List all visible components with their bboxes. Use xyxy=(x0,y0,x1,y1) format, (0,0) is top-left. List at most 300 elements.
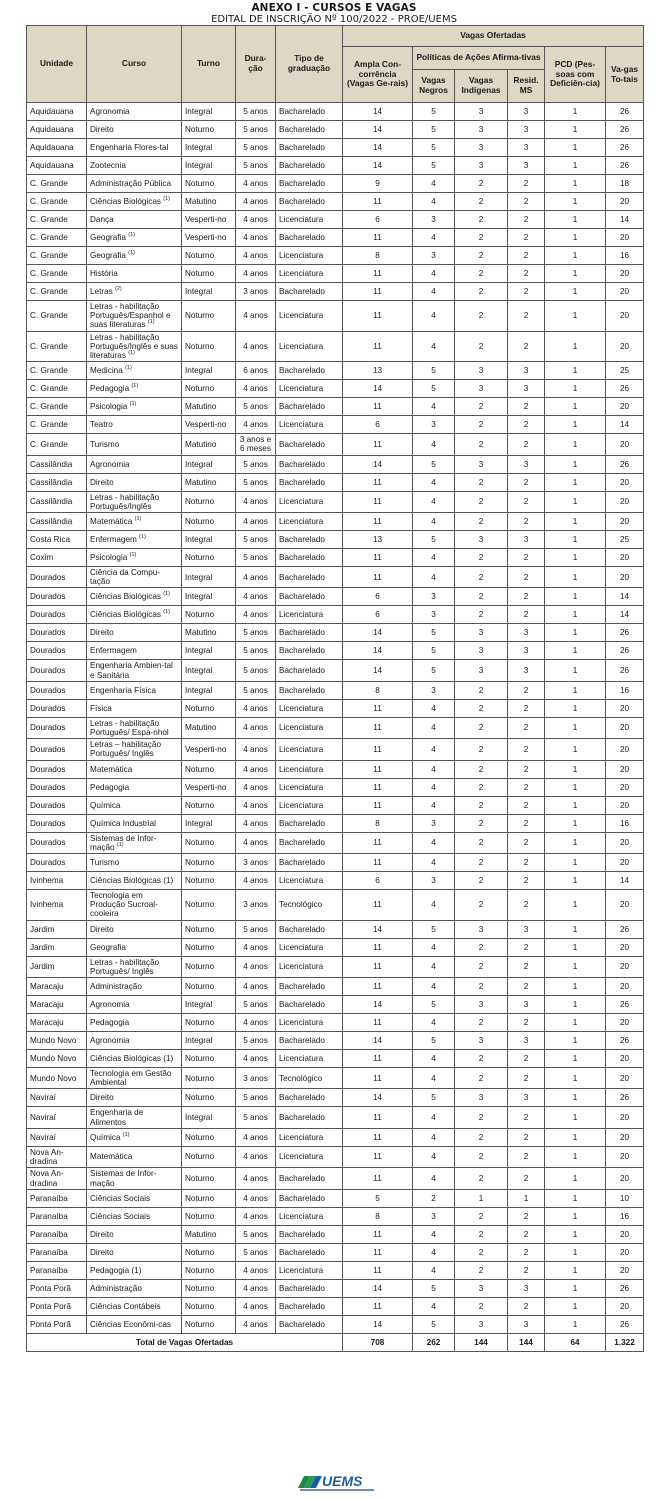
unidade-cell: Jardim xyxy=(27,920,87,938)
ampla-cell: 11 xyxy=(343,434,413,455)
curso-cell xyxy=(87,1297,182,1315)
duracao-cell: 4 anos xyxy=(236,1315,276,1333)
duracao-cell: 4 anos xyxy=(236,1297,276,1315)
duracao-cell: 5 anos xyxy=(236,157,276,175)
curso-label: Administração xyxy=(90,981,142,991)
ampla-cell: 11 xyxy=(343,1243,413,1261)
pcd-cell: 1 xyxy=(545,890,606,921)
negros-cell: 3 xyxy=(413,211,455,229)
turno-cell: Matutino xyxy=(182,624,236,642)
duracao-cell: 4 anos xyxy=(236,872,276,890)
duracao-cell: 3 anos e 6 meses xyxy=(236,434,276,455)
pcd-cell: 1 xyxy=(545,739,606,760)
total-cell: 20 xyxy=(606,796,644,814)
curso-cell xyxy=(87,139,182,157)
pcd-cell: 1 xyxy=(545,796,606,814)
negros-cell: 5 xyxy=(413,103,455,121)
tipo-cell: Licenciatura xyxy=(276,606,343,624)
ampla-cell: 9 xyxy=(343,175,413,193)
negros-cell: 4 xyxy=(413,1225,455,1243)
resid-cell: 2 xyxy=(508,1014,545,1032)
table-row xyxy=(27,416,644,434)
turno-cell: Noturno xyxy=(182,121,236,139)
unidade-cell: Dourados xyxy=(27,681,87,699)
unidade-cell: C. Grande xyxy=(27,283,87,301)
duracao-cell: 4 anos xyxy=(236,1014,276,1032)
curso-label: Direito xyxy=(90,124,114,134)
unidade-cell: Dourados xyxy=(27,717,87,738)
tipo-cell: Bacharelado xyxy=(276,1089,343,1107)
total-cell: 26 xyxy=(606,1279,644,1297)
turno-cell: Noturno xyxy=(182,1014,236,1032)
curso-label: Sistemas de Infor-mação xyxy=(90,833,157,852)
turno-cell: Noturno xyxy=(182,832,236,853)
duracao-cell: 5 anos xyxy=(236,531,276,549)
turno-cell: Noturno xyxy=(182,1297,236,1315)
turno-cell: Noturno xyxy=(182,1261,236,1279)
total-cell: 20 xyxy=(606,1297,644,1315)
tipo-cell: Licenciatura xyxy=(276,1014,343,1032)
negros-cell: 4 xyxy=(413,938,455,956)
total-cell: 26 xyxy=(606,455,644,473)
curso-label: História xyxy=(90,268,118,278)
duracao-cell: 5 anos xyxy=(236,139,276,157)
ampla-cell: 11 xyxy=(343,699,413,717)
negros-cell: 4 xyxy=(413,1050,455,1068)
unidade-cell: C. Grande xyxy=(27,301,87,332)
tipo-cell: Bacharelado xyxy=(276,920,343,938)
pcd-cell: 1 xyxy=(545,1225,606,1243)
curso-label: Engenharia Física xyxy=(90,685,156,695)
ampla-cell: 11 xyxy=(343,978,413,996)
resid-cell: 2 xyxy=(508,890,545,921)
pcd-cell: 1 xyxy=(545,1261,606,1279)
pcd-cell: 1 xyxy=(545,854,606,872)
turno-cell: Integral xyxy=(182,814,236,832)
curso-cell xyxy=(87,1014,182,1032)
resid-cell: 2 xyxy=(508,938,545,956)
duracao-cell: 4 anos xyxy=(236,1050,276,1068)
tipo-cell: Bacharelado xyxy=(276,193,343,211)
table-row xyxy=(27,211,644,229)
indigenas-cell: 3 xyxy=(455,1032,508,1050)
curso-label: Pedagogia xyxy=(90,384,130,394)
tipo-cell: Bacharelado xyxy=(276,642,343,660)
negros-cell: 4 xyxy=(413,1068,455,1089)
tipo-cell: Bacharelado xyxy=(276,139,343,157)
curso-label: Matemática xyxy=(90,516,133,526)
total-cell: 20 xyxy=(606,491,644,512)
table-row xyxy=(27,1146,644,1167)
indigenas-cell: 2 xyxy=(455,832,508,853)
total-cell: 20 xyxy=(606,717,644,738)
unidade-cell: Ponta Porã xyxy=(27,1315,87,1333)
footnote-marker: (1) xyxy=(128,350,135,357)
pcd-cell: 1 xyxy=(545,531,606,549)
ampla-cell: 11 xyxy=(343,1014,413,1032)
table-row xyxy=(27,606,644,624)
indigenas-cell: 2 xyxy=(455,1225,508,1243)
unidade-cell: Dourados xyxy=(27,588,87,606)
turno-cell: Matutino xyxy=(182,473,236,491)
duracao-cell: 4 anos xyxy=(236,1261,276,1279)
curso-label: Letras - habilitação Português/Inglês xyxy=(90,492,160,511)
turno-cell: Noturno xyxy=(182,1189,236,1207)
table-row xyxy=(27,778,644,796)
turno-cell: Noturno xyxy=(182,1207,236,1225)
unidade-cell: Aquidauana xyxy=(27,121,87,139)
curso-cell xyxy=(87,362,182,380)
duracao-cell: 4 anos xyxy=(236,739,276,760)
table-row xyxy=(27,1279,644,1297)
unidade-cell: Naviraí xyxy=(27,1089,87,1107)
pcd-cell: 1 xyxy=(545,455,606,473)
resid-cell: 3 xyxy=(508,531,545,549)
negros-cell: 3 xyxy=(413,588,455,606)
pcd-cell: 1 xyxy=(545,1168,606,1189)
duracao-cell: 4 anos xyxy=(236,211,276,229)
negros-cell: 5 xyxy=(413,624,455,642)
footnote-marker: (1) xyxy=(129,551,137,558)
negros-cell: 4 xyxy=(413,301,455,332)
total-cell: 20 xyxy=(606,854,644,872)
unidade-cell: Paranaíba xyxy=(27,1207,87,1225)
tipo-cell: Licenciatura xyxy=(276,513,343,531)
turno-cell: Integral xyxy=(182,681,236,699)
indigenas-cell: 2 xyxy=(455,283,508,301)
pcd-cell: 1 xyxy=(545,1128,606,1146)
unidade-cell: Jardim xyxy=(27,938,87,956)
ampla-cell: 14 xyxy=(343,920,413,938)
unidade-cell: Mundo Novo xyxy=(27,1032,87,1050)
resid-cell: 2 xyxy=(508,956,545,977)
pcd-cell: 1 xyxy=(545,814,606,832)
total-cell: 26 xyxy=(606,1089,644,1107)
tipo-cell: Licenciatura xyxy=(276,956,343,977)
curso-cell xyxy=(87,567,182,588)
curso-cell xyxy=(87,778,182,796)
total-cell: 20 xyxy=(606,1107,644,1128)
tipo-cell: Licenciatura xyxy=(276,380,343,398)
tipo-cell: Bacharelado xyxy=(276,398,343,416)
curso-cell xyxy=(87,606,182,624)
pcd-cell: 1 xyxy=(545,567,606,588)
tipo-cell: Licenciatura xyxy=(276,211,343,229)
duracao-cell: 4 anos xyxy=(236,1168,276,1189)
tipo-cell: Bacharelado xyxy=(276,1107,343,1128)
duracao-cell: 5 anos xyxy=(236,1107,276,1128)
resid-cell: 2 xyxy=(508,549,545,567)
footnote-marker: (1) xyxy=(163,195,171,202)
curso-cell xyxy=(87,699,182,717)
indigenas-cell: 2 xyxy=(455,1014,508,1032)
indigenas-cell: 2 xyxy=(455,760,508,778)
tipo-cell: Bacharelado xyxy=(276,624,343,642)
curso-cell xyxy=(87,1032,182,1050)
duracao-cell: 5 anos xyxy=(236,624,276,642)
logo-tagline xyxy=(300,1489,374,1491)
indigenas-cell: 3 xyxy=(455,1279,508,1297)
ampla-cell: 14 xyxy=(343,455,413,473)
curso-cell xyxy=(87,1107,182,1128)
turno-cell: Matutino xyxy=(182,434,236,455)
negros-cell: 5 xyxy=(413,157,455,175)
curso-cell xyxy=(87,121,182,139)
total-total: 1.322 xyxy=(606,1333,644,1351)
duracao-cell: 6 anos xyxy=(236,362,276,380)
ampla-cell: 6 xyxy=(343,588,413,606)
negros-cell: 5 xyxy=(413,121,455,139)
indigenas-cell: 2 xyxy=(455,473,508,491)
unidade-cell: Dourados xyxy=(27,814,87,832)
indigenas-cell: 3 xyxy=(455,157,508,175)
unidade-cell: Ponta Porã xyxy=(27,1279,87,1297)
curso-cell xyxy=(87,549,182,567)
ampla-cell: 6 xyxy=(343,872,413,890)
negros-cell: 5 xyxy=(413,996,455,1014)
unidade-cell: C. Grande xyxy=(27,398,87,416)
pcd-cell: 1 xyxy=(545,549,606,567)
ampla-cell: 11 xyxy=(343,890,413,921)
table-row xyxy=(27,103,644,121)
indigenas-cell: 2 xyxy=(455,434,508,455)
total-cell: 26 xyxy=(606,121,644,139)
resid-cell: 3 xyxy=(508,103,545,121)
total-cell: 20 xyxy=(606,265,644,283)
total-cell: 20 xyxy=(606,434,644,455)
resid-cell: 2 xyxy=(508,211,545,229)
curso-label: Química Industrial xyxy=(90,818,156,828)
total-cell: 16 xyxy=(606,247,644,265)
indigenas-cell: 2 xyxy=(455,588,508,606)
curso-label: Pedagogia (1) xyxy=(90,1265,142,1275)
negros-cell: 5 xyxy=(413,455,455,473)
curso-label: Física xyxy=(90,703,112,713)
footnote-marker: (1) xyxy=(147,319,155,326)
table-row xyxy=(27,398,644,416)
negros-cell: 4 xyxy=(413,331,455,362)
curso-label: Ciências Biológicas (1) xyxy=(90,875,174,885)
unidade-cell: Dourados xyxy=(27,624,87,642)
footnote-marker: (1) xyxy=(128,249,135,256)
turno-cell: Noturno xyxy=(182,247,236,265)
curso-cell xyxy=(87,1243,182,1261)
total-cell: 26 xyxy=(606,1315,644,1333)
curso-label: Ciências Biológicas xyxy=(90,610,161,620)
tipo-cell: Bacharelado xyxy=(276,103,343,121)
curso-cell xyxy=(87,1050,182,1068)
unidade-cell: C. Grande xyxy=(27,247,87,265)
turno-cell: Noturno xyxy=(182,1068,236,1089)
curso-cell xyxy=(87,211,182,229)
unidade-cell: Dourados xyxy=(27,760,87,778)
unidade-cell: C. Grande xyxy=(27,362,87,380)
negros-cell: 5 xyxy=(413,1279,455,1297)
ampla-cell: 11 xyxy=(343,398,413,416)
footnote-marker: (1) xyxy=(122,1131,130,1138)
unidade-cell: Dourados xyxy=(27,606,87,624)
table-row xyxy=(27,796,644,814)
resid-cell: 3 xyxy=(508,1089,545,1107)
negros-cell: 4 xyxy=(413,832,455,853)
duracao-cell: 4 anos xyxy=(236,491,276,512)
turno-cell: Integral xyxy=(182,567,236,588)
indigenas-cell: 2 xyxy=(455,1050,508,1068)
total-cell: 16 xyxy=(606,681,644,699)
unidade-cell: Paranaíba xyxy=(27,1243,87,1261)
negros-cell: 3 xyxy=(413,1207,455,1225)
total-indigenas: 144 xyxy=(455,1333,508,1351)
pcd-cell: 1 xyxy=(545,121,606,139)
total-cell: 14 xyxy=(606,588,644,606)
resid-cell: 2 xyxy=(508,681,545,699)
pcd-cell: 1 xyxy=(545,331,606,362)
turno-cell: Noturno xyxy=(182,890,236,921)
tipo-cell: Bacharelado xyxy=(276,531,343,549)
header-politicas: Políticas de Ações Afirma-tivas xyxy=(413,47,545,70)
pcd-cell: 1 xyxy=(545,362,606,380)
indigenas-cell: 3 xyxy=(455,1315,508,1333)
duracao-cell: 5 anos xyxy=(236,398,276,416)
curso-cell xyxy=(87,398,182,416)
duracao-cell: 4 anos xyxy=(236,1207,276,1225)
unidade-cell: Ivinhema xyxy=(27,872,87,890)
header-curso: Curso xyxy=(87,26,182,103)
turno-cell: Vesperti-no xyxy=(182,416,236,434)
indigenas-cell: 2 xyxy=(455,567,508,588)
ampla-cell: 14 xyxy=(343,996,413,1014)
pcd-cell: 1 xyxy=(545,681,606,699)
resid-cell: 2 xyxy=(508,1207,545,1225)
curso-cell xyxy=(87,301,182,332)
turno-cell: Noturno xyxy=(182,1146,236,1167)
negros-cell: 4 xyxy=(413,956,455,977)
table-row xyxy=(27,434,644,455)
unidade-cell: C. Grande xyxy=(27,380,87,398)
total-cell: 20 xyxy=(606,1050,644,1068)
resid-cell: 2 xyxy=(508,265,545,283)
pcd-cell: 1 xyxy=(545,996,606,1014)
tipo-cell: Bacharelado xyxy=(276,157,343,175)
table-row xyxy=(27,1225,644,1243)
duracao-cell: 4 anos xyxy=(236,938,276,956)
turno-cell: Integral xyxy=(182,362,236,380)
ampla-cell: 6 xyxy=(343,211,413,229)
pcd-cell: 1 xyxy=(545,624,606,642)
ampla-cell: 11 xyxy=(343,1297,413,1315)
table-row xyxy=(27,1261,644,1279)
duracao-cell: 5 anos xyxy=(236,996,276,1014)
curso-cell xyxy=(87,814,182,832)
negros-cell: 4 xyxy=(413,760,455,778)
unidade-cell: C. Grande xyxy=(27,175,87,193)
curso-label: Química xyxy=(90,800,121,810)
curso-label: Zootecnia xyxy=(90,160,126,170)
footnote-marker: (1) xyxy=(128,231,135,238)
curso-label: Matemática xyxy=(90,764,133,774)
total-cell: 26 xyxy=(606,139,644,157)
negros-cell: 3 xyxy=(413,681,455,699)
header-ampla: Ampla Con-corrência (Vagas Ge-rais) xyxy=(343,47,413,103)
negros-cell: 4 xyxy=(413,491,455,512)
resid-cell: 2 xyxy=(508,247,545,265)
ampla-cell: 14 xyxy=(343,1089,413,1107)
indigenas-cell: 2 xyxy=(455,1207,508,1225)
resid-cell: 2 xyxy=(508,416,545,434)
duracao-cell: 4 anos xyxy=(236,1146,276,1167)
duracao-cell: 5 anos xyxy=(236,642,276,660)
negros-cell: 2 xyxy=(413,1189,455,1207)
ampla-cell: 11 xyxy=(343,1168,413,1189)
table-row xyxy=(27,455,644,473)
ampla-cell: 11 xyxy=(343,796,413,814)
total-cell: 20 xyxy=(606,398,644,416)
unidade-cell: Dourados xyxy=(27,660,87,681)
duracao-cell: 5 anos xyxy=(236,473,276,491)
turno-cell: Integral xyxy=(182,283,236,301)
resid-cell: 2 xyxy=(508,760,545,778)
indigenas-cell: 2 xyxy=(455,938,508,956)
turno-cell: Noturno xyxy=(182,513,236,531)
negros-cell: 4 xyxy=(413,473,455,491)
curso-cell xyxy=(87,739,182,760)
indigenas-cell: 3 xyxy=(455,455,508,473)
total-cell: 20 xyxy=(606,1243,644,1261)
negros-cell: 4 xyxy=(413,778,455,796)
pcd-cell: 1 xyxy=(545,103,606,121)
ampla-cell: 11 xyxy=(343,832,413,853)
tipo-cell: Bacharelado xyxy=(276,549,343,567)
curso-label: Enfermagem xyxy=(90,534,137,544)
turno-cell: Noturno xyxy=(182,978,236,996)
ampla-cell: 11 xyxy=(343,1261,413,1279)
total-cell: 20 xyxy=(606,760,644,778)
total-negros: 262 xyxy=(413,1333,455,1351)
unidade-cell: C. Grande xyxy=(27,211,87,229)
resid-cell: 2 xyxy=(508,1068,545,1089)
ampla-cell: 8 xyxy=(343,247,413,265)
table-row xyxy=(27,1032,644,1050)
curso-label: Direito xyxy=(90,628,114,638)
negros-cell: 5 xyxy=(413,1089,455,1107)
turno-cell: Vesperti-no xyxy=(182,739,236,760)
table-row xyxy=(27,1243,644,1261)
curso-label: Ciências Sociais xyxy=(90,1211,151,1221)
tipo-cell: Tecnológico xyxy=(276,1068,343,1089)
curso-cell xyxy=(87,1261,182,1279)
table-row xyxy=(27,121,644,139)
curso-cell xyxy=(87,978,182,996)
pcd-cell: 1 xyxy=(545,778,606,796)
total-cell: 20 xyxy=(606,473,644,491)
negros-cell: 4 xyxy=(413,1261,455,1279)
turno-cell: Integral xyxy=(182,996,236,1014)
curso-label: Ciências Biológicas xyxy=(90,592,161,602)
resid-cell: 3 xyxy=(508,121,545,139)
table-row xyxy=(27,265,644,283)
curso-label: Letras – habilitação Português/ Inglês xyxy=(90,740,162,759)
total-cell: 20 xyxy=(606,513,644,531)
turno-cell: Noturno xyxy=(182,606,236,624)
curso-cell xyxy=(87,642,182,660)
logo-text: UEMS xyxy=(322,1473,363,1489)
ampla-cell: 6 xyxy=(343,416,413,434)
table-row xyxy=(27,1128,644,1146)
duracao-cell: 5 anos xyxy=(236,1243,276,1261)
unidade-cell: Dourados xyxy=(27,567,87,588)
curso-cell xyxy=(87,920,182,938)
table-row xyxy=(27,1068,644,1089)
